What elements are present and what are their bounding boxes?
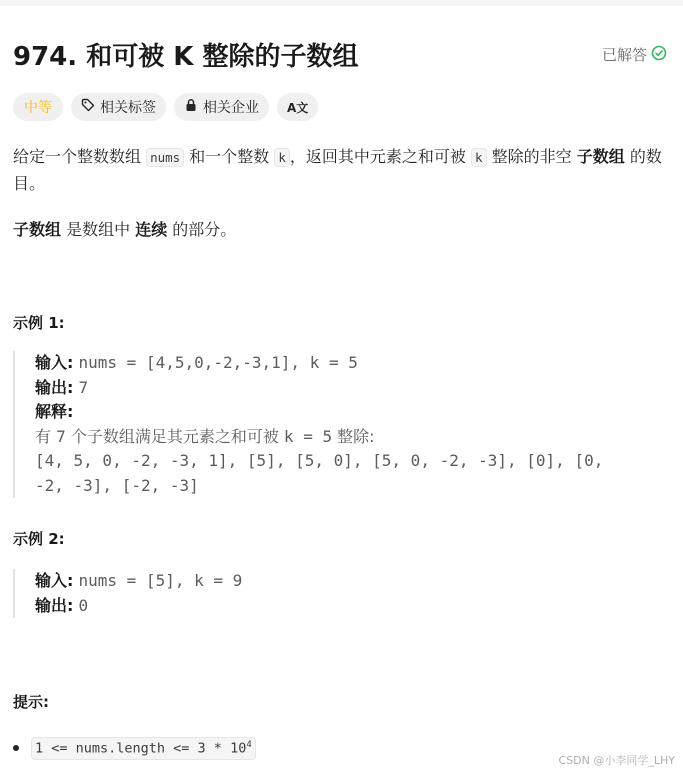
solved-status[interactable] (602, 44, 667, 65)
bullet-dot (13, 745, 19, 751)
input-value: nums = [4,5,0,-2,-3,1], k = 5 (78, 353, 358, 372)
input-label: 输入: (35, 571, 74, 590)
problem-title: 974. 和可被 K 整除的子数组 (13, 42, 359, 72)
translate-button[interactable] (277, 93, 318, 121)
example-1-block (13, 351, 603, 498)
explain-text: 有 (35, 426, 57, 446)
hints-heading: 提示: (13, 693, 49, 711)
description-paragraph-1 (13, 144, 673, 197)
bold-subarray: 子数组 (576, 147, 625, 166)
desc-text: ，返回其中元素之和可被 (289, 147, 472, 166)
related-tags-label: 相关标签 (100, 100, 156, 116)
related-companies-button[interactable] (174, 93, 269, 121)
solved-label: 已解答 (601, 46, 647, 64)
output-label: 输出: (35, 377, 74, 397)
desc-text: 是数组中 (61, 220, 136, 239)
example-1-explain-label (35, 400, 603, 425)
example-2-block (13, 569, 242, 618)
desc-text: 整除的非空 (486, 147, 577, 166)
inline-code-k: k (471, 148, 487, 167)
input-label: 输入: (35, 353, 74, 372)
desc-text: 和一个整数 (184, 147, 275, 166)
desc-text: 给定一个整数数组 (13, 147, 147, 166)
example-1-input (35, 351, 603, 376)
example-2-input (35, 569, 242, 594)
example-1-list-line-2: -2, -3], [-2, -3] (35, 475, 199, 495)
constraint-item (13, 737, 256, 760)
output-value: 7 (78, 377, 89, 397)
explain-k: k = 5 (283, 426, 333, 446)
lock-icon (184, 98, 198, 116)
top-strip (0, 0, 683, 6)
inline-code-nums: nums (146, 148, 184, 167)
example-1-output (35, 376, 603, 401)
desc-text: 的数目。 (13, 147, 662, 193)
bold-contiguous: 连续 (135, 220, 168, 239)
input-value: nums = [5], k = 9 (78, 571, 243, 590)
constraint-code (31, 737, 256, 760)
difficulty-badge: 中等 (13, 93, 63, 121)
desc-text: 的部分。 (167, 220, 237, 239)
output-value: 0 (78, 595, 89, 615)
tag-icon (81, 98, 95, 116)
output-label: 输出: (35, 595, 74, 615)
example-1-explanation (35, 425, 603, 450)
explain-text: 整除: (332, 426, 375, 446)
translate-icon: A文 (287, 100, 309, 115)
explain-count: 7 (56, 426, 66, 446)
explain-label: 解释: (35, 402, 74, 421)
description-paragraph-2 (13, 217, 673, 243)
inline-code-k: k (274, 148, 290, 167)
example-1-heading: 示例 1: (13, 314, 65, 332)
explain-text: 个子数组满足其元素之和可被 (65, 426, 284, 446)
csdn-watermark: CSDN @小李同学_LHY (558, 754, 675, 767)
check-circle-icon (651, 45, 667, 65)
constraint-text: 1 <= nums.length <= 3 * 10 (35, 740, 247, 757)
example-2-heading: 示例 2: (13, 530, 65, 548)
example-2-output (35, 594, 242, 619)
related-tags-button[interactable] (71, 93, 166, 121)
example-1-list-line-1: [4, 5, 0, -2, -3, 1], [5], [5, 0], [5, 0, -2, -3], [0], [0, (35, 451, 604, 470)
bold-subarray: 子数组 (13, 220, 62, 239)
related-companies-label: 相关企业 (203, 100, 259, 116)
constraint-exponent: 4 (246, 740, 252, 750)
tag-bar (13, 93, 318, 121)
